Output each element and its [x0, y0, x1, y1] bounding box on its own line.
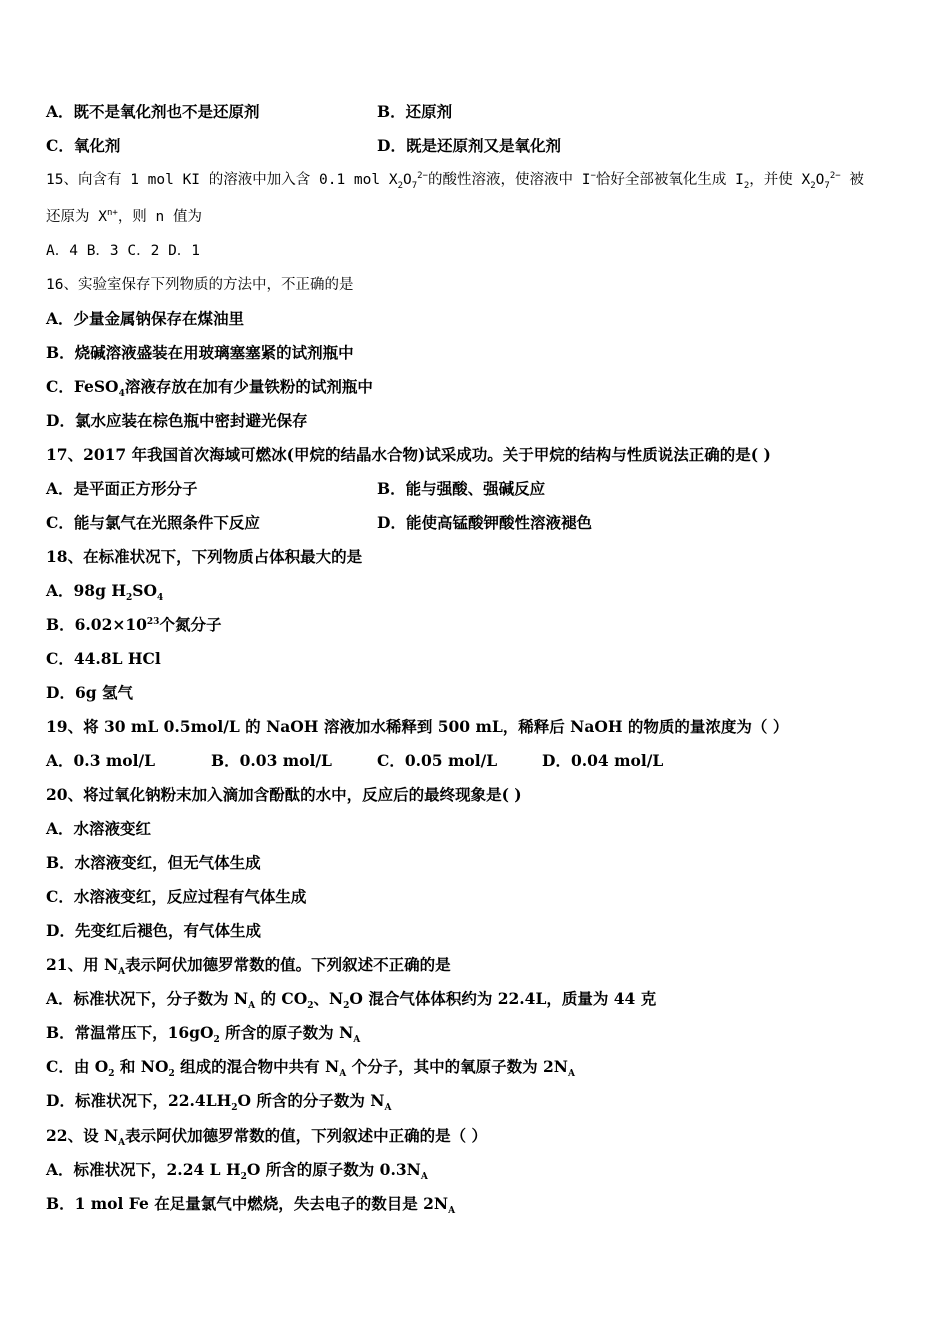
q17-stem: 17、2017 年我国首次海域可燃冰(甲烷的结晶水合物)试采成功。关于甲烷的结构与性质说法正确的是( ): [46, 445, 771, 464]
q22-stem: 22、设 $N_A$表示阿伏加德罗常数的值，下列叙述中正确的是（ ）: [46, 1126, 488, 1149]
q14-option-a: A．既不是氧化剂也不是还原剂: [46, 102, 260, 121]
q22-option-a: A．标准状况下，2.24 L $H_2O$ 所含的原子数为 $0.3N_A$: [46, 1160, 428, 1183]
q22-option-b: B．1 mol Fe 在足量氯气中燃烧，失去电子的数目是 $2N_A$: [46, 1194, 456, 1217]
q17-options-row1: [46, 479, 546, 499]
q18-option-b: B．$6.02\times 10^{23}$个氮分子: [46, 615, 222, 634]
q21-option-c: C．由 $O_2$ 和 $NO_2$ 组成的混合物中共有 $N_A$ 个分子，其中的氧原子数为 $2N_A$: [46, 1057, 575, 1080]
q17-options-row2: [46, 513, 592, 533]
q15-stem-line2: 还原为 $X^{n+}$，则 n 值为: [46, 208, 203, 225]
q16-option-a: A．少量金属钠保存在煤油里: [46, 309, 245, 328]
q19-option-d: D．0.04 mol/L: [542, 751, 664, 770]
q16-option-b: B．烧碱溶液盛装在用玻璃塞塞紧的试剂瓶中: [46, 343, 354, 362]
q21-option-a: A．标准状况下，分子数为 $N_A$ 的 $CO_2$、$N_2O$ 混合气体体积约为 22.4L，质量为 44 克: [46, 989, 657, 1012]
q16-stem: 16、实验室保存下列物质的方法中，不正确的是: [46, 277, 354, 293]
q19-option-a: A．0.3 mol/L: [46, 751, 156, 770]
q18-option-c: C．44.8L HCl: [46, 649, 161, 668]
q14-option-b: B．还原剂: [377, 102, 453, 121]
q15-options: A．4 B．3 C．2 D．1: [46, 243, 201, 259]
q19-stem: 19、将 30 mL 0.5mol/L 的 NaOH 溶液加水稀释到 500 mL，稀释后 NaOH 的物质的量浓度为（ ）: [46, 717, 789, 736]
q20-option-a: A．水溶液变红: [46, 819, 152, 838]
q18-option-d: D．6g 氢气: [46, 683, 133, 702]
q14-option-d: D．既是还原剂又是氧化剂: [377, 136, 561, 155]
q14-option-c: C．氧化剂: [46, 136, 121, 155]
q20-option-c: C．水溶液变红，反应过程有气体生成: [46, 887, 307, 906]
q21-stem: 21、用 $N_A$表示阿伏加德罗常数的值。下列叙述不正确的是: [46, 955, 451, 978]
q18-stem: 18、在标准状况下，下列物质占体积最大的是: [46, 547, 363, 566]
q14-options-row2: [46, 136, 561, 156]
q21-option-d: D．标准状况下，$22.4LH_2O$ 所含的分子数为 $N_A$: [46, 1091, 392, 1114]
q20-option-d: D．先变红后褪色，有气体生成: [46, 921, 261, 940]
q19-option-c: C．0.05 mol/L: [377, 751, 498, 770]
q21-option-b: B．常温常压下，$16gO_2$ 所含的原子数为 $N_A$: [46, 1023, 361, 1046]
q16-option-d: D．氯水应装在棕色瓶中密封避光保存: [46, 411, 308, 430]
q20-option-b: B．水溶液变红，但无气体生成: [46, 853, 261, 872]
q20-stem: 20、将过氧化钠粉末加入滴加含酚酞的水中，反应后的最终现象是( ): [46, 785, 522, 804]
q16-option-c: C．FeSO$_4$溶液存放在加有少量铁粉的试剂瓶中: [46, 377, 373, 400]
q17-option-c: C．能与氯气在光照条件下反应: [46, 513, 260, 532]
q19-option-b: B．0.03 mol/L: [211, 751, 332, 770]
q19-options: [46, 751, 664, 771]
q15-stem-line1: 15、向含有 1 mol KI 的溶液中加入含 0.1 mol $X_2O_7^{2-}$的酸性溶液，使溶液中 I−恰好全部被氧化生成 $I_2$，并使 $X_2O_7^{2-}$ 被: [46, 171, 864, 191]
q17-option-d: D．能使高锰酸钾酸性溶液褪色: [377, 513, 592, 532]
q17-option-b: B．能与强酸、强碱反应: [377, 479, 546, 498]
q14-options-row1: [46, 102, 453, 122]
q18-option-a: A．98g $H_2SO_4$: [46, 581, 164, 604]
q17-option-a: A．是平面正方形分子: [46, 479, 198, 498]
